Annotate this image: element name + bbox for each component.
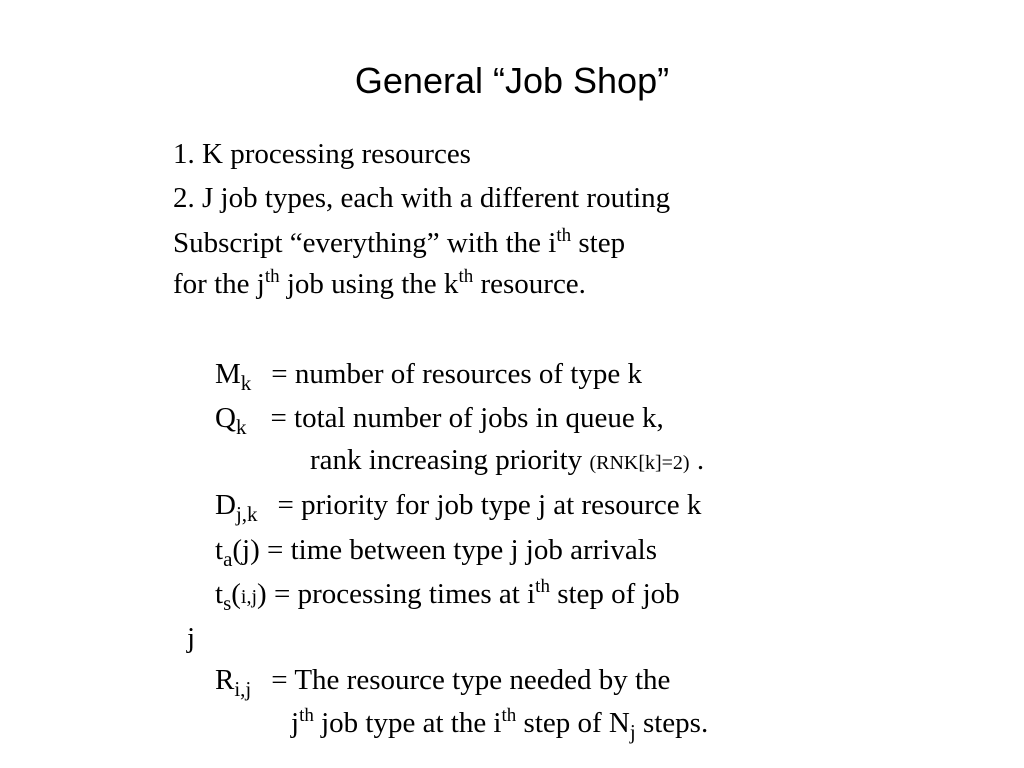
definition-text: = number of resources of type k bbox=[271, 358, 642, 390]
subscript: i,j bbox=[234, 677, 252, 701]
superscript: th bbox=[458, 266, 474, 287]
definition-ts bbox=[215, 576, 680, 615]
symbol: Q bbox=[215, 402, 236, 434]
subscript: a bbox=[223, 547, 233, 571]
superscript: th bbox=[299, 705, 314, 726]
text-run: resource. bbox=[473, 268, 586, 300]
text-run: . bbox=[689, 444, 705, 476]
definition-q bbox=[215, 400, 664, 439]
definition-text: = processing times at i bbox=[266, 578, 536, 610]
symbol: M bbox=[215, 358, 241, 390]
definition-ta bbox=[215, 532, 658, 571]
subscript-sentence-line2 bbox=[173, 266, 586, 302]
definition-r-continuation bbox=[291, 705, 709, 744]
definition-text: = time between type j job arrivals bbox=[259, 534, 658, 566]
definition-text: step of job bbox=[549, 578, 680, 610]
list-item-job-types: 2. J job types, each with a different routing bbox=[173, 182, 671, 214]
subscript: j bbox=[629, 720, 636, 744]
subscript: j,k bbox=[235, 502, 258, 526]
subscript: s bbox=[223, 591, 232, 615]
superscript: th bbox=[264, 266, 280, 287]
superscript: th bbox=[535, 576, 550, 597]
symbol: R bbox=[215, 664, 235, 696]
definition-q-continuation bbox=[310, 442, 704, 481]
text-run: Subscript “everything” with the i bbox=[173, 227, 557, 259]
text-run: rank increasing priority bbox=[310, 444, 590, 476]
argument: i,j bbox=[240, 586, 258, 608]
text-run: j bbox=[291, 707, 300, 739]
subscript-sentence-line1 bbox=[173, 225, 625, 261]
text-run: job type at the i bbox=[313, 707, 502, 739]
text-run: job using the k bbox=[279, 268, 459, 300]
definition-ts-wrap: j bbox=[187, 622, 196, 654]
subscript: k bbox=[235, 415, 247, 439]
superscript: th bbox=[501, 705, 517, 726]
text-run: step of N bbox=[516, 707, 630, 739]
subscript: k bbox=[240, 371, 252, 395]
text-run: for the j bbox=[173, 268, 265, 300]
symbol: t bbox=[215, 578, 224, 610]
superscript: th bbox=[556, 225, 572, 246]
definition-r bbox=[215, 662, 671, 701]
slide-title: General “Job Shop” bbox=[354, 60, 670, 101]
text-run: step bbox=[571, 227, 626, 259]
definition-m bbox=[215, 356, 642, 395]
definition-text: = The resource type needed by the bbox=[271, 664, 671, 696]
definition-text: = total number of jobs in queue k, bbox=[270, 402, 664, 434]
paren-close: ) bbox=[257, 578, 267, 610]
definition-d bbox=[215, 487, 702, 526]
symbol: t bbox=[215, 534, 224, 566]
paren-open: ( bbox=[231, 578, 241, 610]
argument: (j) bbox=[232, 534, 260, 566]
definition-text: = priority for job type j at resource k bbox=[277, 489, 702, 521]
list-item-resources: 1. K processing resources bbox=[173, 138, 471, 170]
text-run: steps. bbox=[635, 707, 709, 739]
rank-note: (RNK[k]=2) bbox=[589, 452, 690, 474]
symbol: D bbox=[215, 489, 236, 521]
